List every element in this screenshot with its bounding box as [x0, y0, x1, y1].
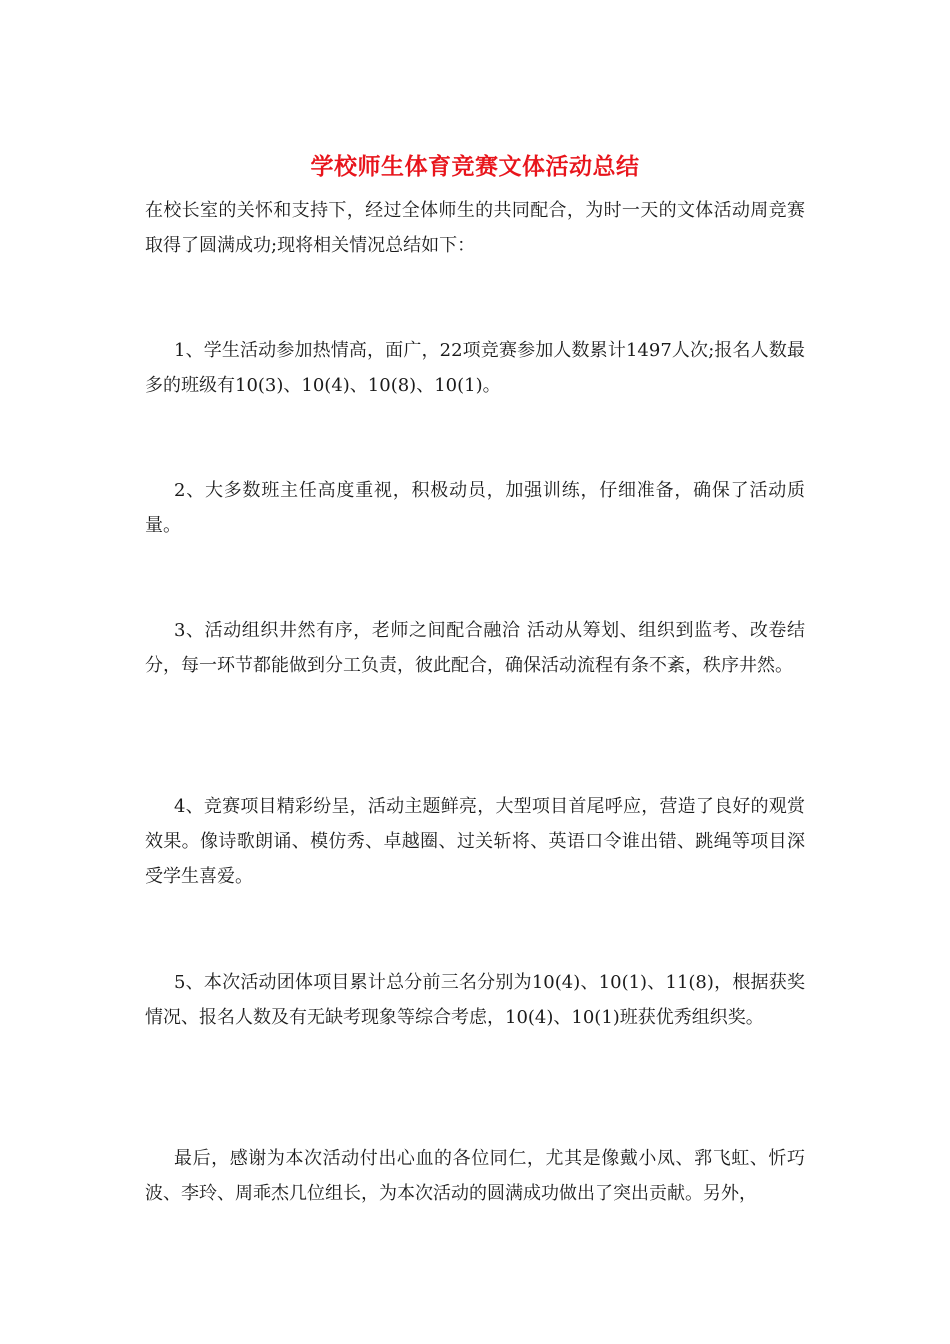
paragraph-1: 1、学生活动参加热情高，面广，22项竞赛参加人数累计1497人次;报名人数最多的班级有10(3)、10(4)、10(8)、10(1)。: [145, 340, 805, 396]
paragraph-5: 5、本次活动团体项目累计总分前三名分别为10(4)、10(1)、11(8)，根据获奖情况、报名人数及有无缺考现象等综合考虑，10(4)、10(1)班获优秀组织奖。: [145, 972, 805, 1028]
paragraph-closing: 最后，感谢为本次活动付出心血的各位同仁，尤其是像戴小凤、郛飞虹、忻巧波、李玲、周乖杰几位组长，为本次活动的圆满成功做出了突出贡献。另外，: [145, 1148, 805, 1204]
paragraph-3: 3、活动组织井然有序，老师之间配合融洽 活动从筹划、组织到监考、改卷结分，每一环节都能做到分工负责，彼此配合，确保活动流程有条不紊，秩序井然。: [145, 620, 805, 676]
document-title: 学校师生体育竞赛文体活动总结: [310, 154, 640, 180]
paragraph-4: 4、竞赛项目精彩纷呈，活动主题鲜亮，大型项目首尾呼应，营造了良好的观赏效果。像诗歌朗诵、模仿秀、卓越圈、过关斩将、英语口令谁出错、跳绳等项目深受学生喜爱。: [145, 796, 805, 887]
intro-paragraph: 在校长室的关怀和支持下，经过全体师生的共同配合，为时一天的文体活动周竞赛取得了圆满成功;现将相关情况总结如下：: [145, 200, 805, 256]
paragraph-2: 2、大多数班主任高度重视，积极动员，加强训练，仔细准备，确保了活动质量。: [145, 480, 805, 536]
